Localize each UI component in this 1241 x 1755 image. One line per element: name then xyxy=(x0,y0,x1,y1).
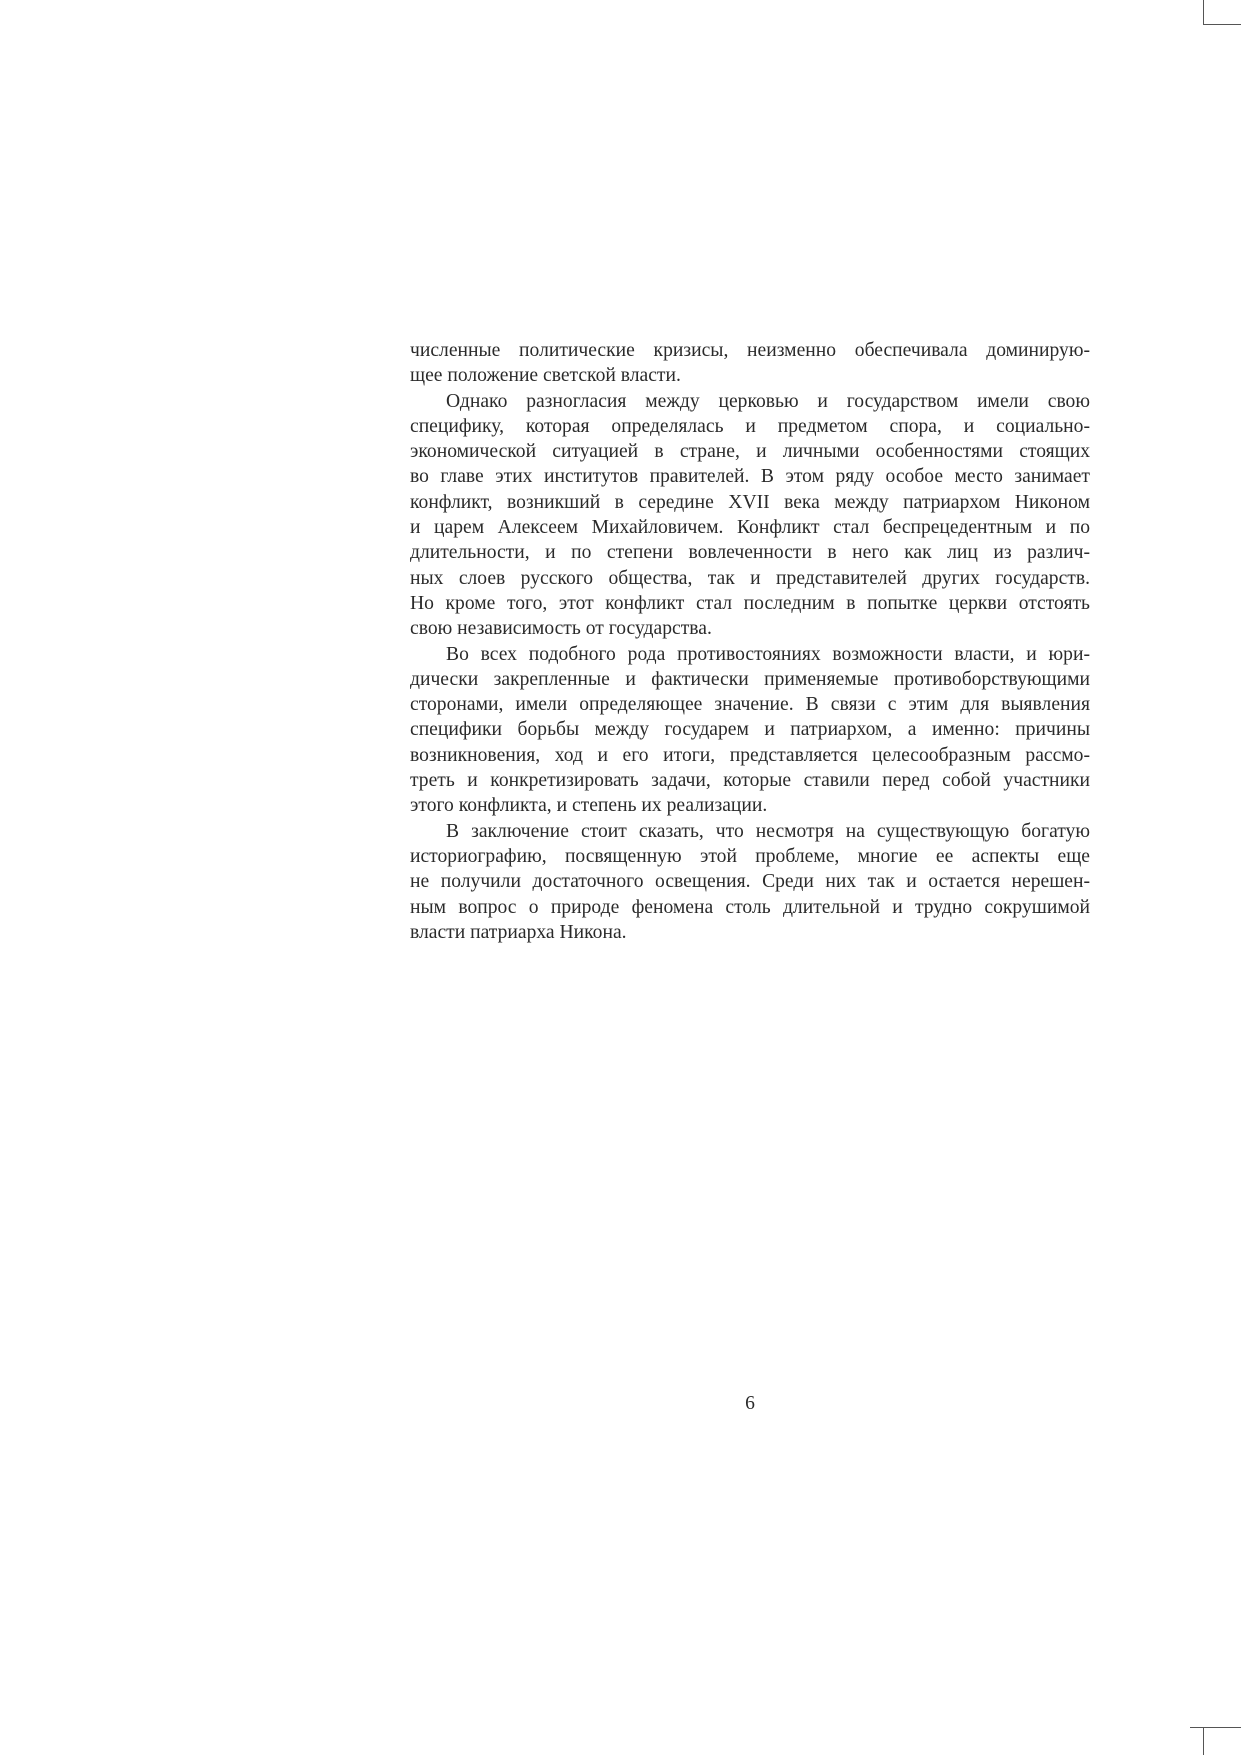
text-line: экономической ситуацией в стране, и личными особенностями стоящих xyxy=(410,441,1090,463)
text-line: дически закрепленные и фактически применяемые противоборствующими xyxy=(410,668,1090,690)
paragraph-4 xyxy=(410,819,1090,945)
text-line: и царем Алексеем Михайловичем. Конфликт стал беспрецедентным и по xyxy=(410,517,1090,539)
text-line: Однако разногласия между церковью и государством имели свою xyxy=(446,390,1090,412)
text-line: ных слоев русского общества, так и представителей других государств. xyxy=(410,567,1090,589)
text-line: специфику, которая определялась и предметом спора, и социально- xyxy=(410,415,1090,437)
paragraph-1 xyxy=(410,338,1090,389)
text-line: Но кроме того, этот конфликт стал последним в попытке церкви отстоять xyxy=(410,592,1090,614)
text-line: историографию, посвященную этой проблеме, многие ее аспекты еще xyxy=(410,845,1090,867)
text-line: ным вопрос о природе феномена столь длительной и трудно сокрушимой xyxy=(410,896,1090,918)
crop-mark-bottom-vertical xyxy=(1203,1727,1204,1755)
text-line: возникновения, ход и его итоги, представляется целесообразным рассмо- xyxy=(410,744,1090,766)
crop-mark-top-horizontal xyxy=(1203,24,1241,25)
text-line: во главе этих институтов правителей. В этом ряду особое место занимает xyxy=(410,466,1090,488)
page-number: 6 xyxy=(745,1393,755,1414)
text-line: конфликт, возникший в середине XVII века между патриархом Никоном xyxy=(410,491,1090,513)
crop-mark-bottom-horizontal xyxy=(1190,1727,1241,1728)
text-line: не получили достаточного освещения. Среди них так и остается нерешен- xyxy=(410,871,1090,893)
text-line: власти патриарха Никона. xyxy=(410,921,627,943)
text-line: длительности, и по степени вовлеченности в него как лиц из различ- xyxy=(410,542,1090,564)
paragraph-3 xyxy=(410,642,1090,819)
crop-mark-top-vertical xyxy=(1203,0,1204,24)
text-line: этого конфликта, и степень их реализации. xyxy=(410,795,768,817)
body-text xyxy=(410,338,1090,945)
paragraph-2 xyxy=(410,389,1090,642)
text-line: численные политические кризисы, неизменно обеспечивала доминирую- xyxy=(410,340,1090,361)
text-line: треть и конкретизировать задачи, которые ставили перед собой участники xyxy=(410,770,1090,792)
text-line: специфики борьбы между государем и патриархом, а именно: причины xyxy=(410,719,1090,741)
text-line: Во всех подобного рода противостояниях возможности власти, и юри- xyxy=(446,643,1090,665)
text-line: свою независимость от государства. xyxy=(410,618,712,640)
text-line: В заключение стоит сказать, что несмотря на существующую богатую xyxy=(446,820,1090,842)
text-line: щее положение светской власти. xyxy=(410,365,681,387)
text-line: сторонами, имели определяющее значение. В связи с этим для выявления xyxy=(410,694,1090,716)
